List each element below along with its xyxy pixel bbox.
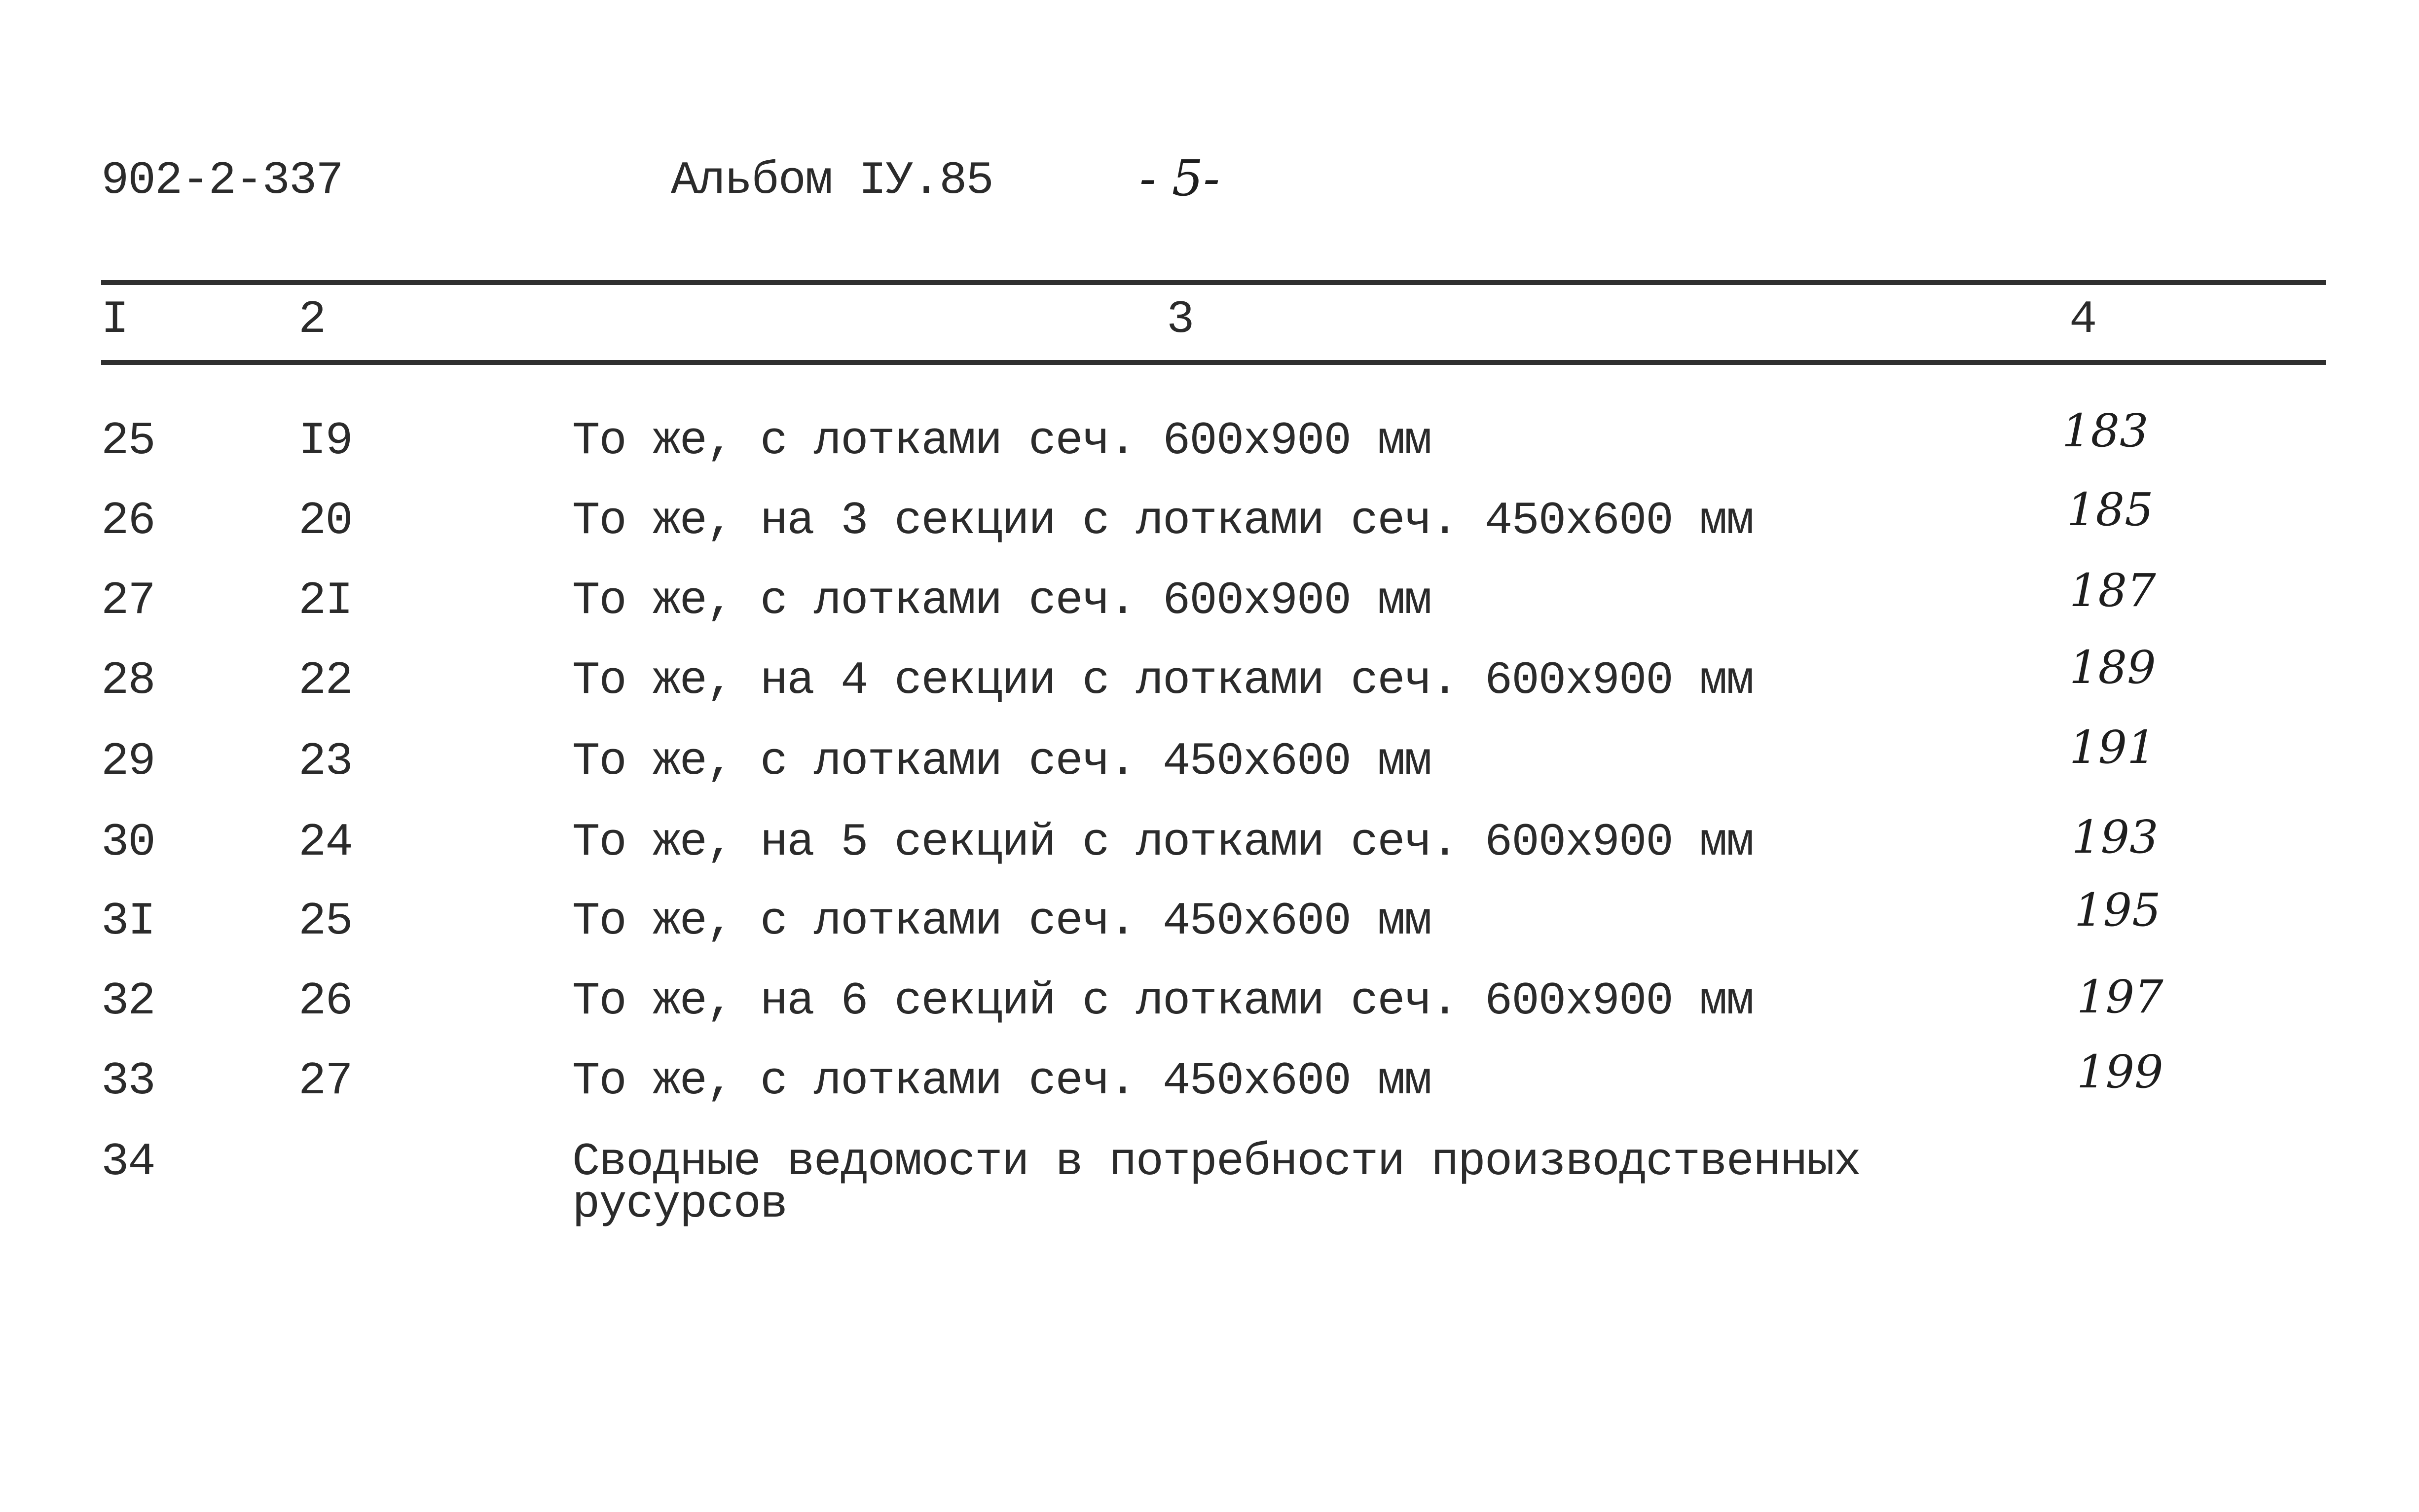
sheet-number: 24 <box>298 817 352 869</box>
col-header-1: I <box>101 294 128 346</box>
row-number: 30 <box>101 817 155 869</box>
doc-code: 902-2-337 <box>101 155 343 207</box>
page-ref-handwritten: 197 <box>2077 971 2163 1023</box>
row-description: То же, с лотками сеч. 450х600 мм <box>572 736 1431 788</box>
row-description: То же, на 4 секции с лотками сеч. 600х900 мм <box>572 655 1754 707</box>
page-ref-handwritten: 185 <box>2067 483 2154 536</box>
page-ref-handwritten: 191 <box>2069 721 2156 774</box>
row-description: То же, с лотками сеч. 450х600 мм <box>572 1055 1431 1108</box>
sheet-number: 26 <box>298 975 352 1028</box>
row-number: 34 <box>101 1136 155 1188</box>
row-description-line-1: Сводные ведомости в потребности производственных <box>572 1136 1861 1188</box>
page-ref-handwritten: 187 <box>2069 564 2156 617</box>
sheet-number: I9 <box>298 415 352 468</box>
page-ref-handwritten: 195 <box>2074 884 2161 936</box>
row-description: То же, с лотками сеч. 600х900 мм <box>572 575 1431 627</box>
row-number: 28 <box>101 655 155 707</box>
row-description: То же, на 6 секций с лотками сеч. 600х900 мм <box>572 975 1754 1028</box>
sheet-number: 22 <box>298 655 352 707</box>
row-description: То же, на 3 секции с лотками сеч. 450х600 мм <box>572 495 1754 547</box>
sheet-number: 2I <box>298 575 352 627</box>
row-description: То же, с лотками сеч. 600х900 мм <box>572 415 1431 468</box>
row-description: То же, на 5 секций с лотками сеч. 600х900 мм <box>572 817 1754 869</box>
row-description-line-2: русурсов <box>572 1179 787 1231</box>
sheet-number: 27 <box>298 1055 352 1108</box>
row-number: 27 <box>101 575 155 627</box>
row-number: 32 <box>101 975 155 1028</box>
table-header-rule <box>101 360 2326 365</box>
sheet-number: 25 <box>298 896 352 948</box>
col-header-4: 4 <box>2069 294 2096 346</box>
sheet-number: 23 <box>298 736 352 788</box>
row-number: 26 <box>101 495 155 547</box>
page-ref-handwritten: 189 <box>2069 641 2156 694</box>
page-ref-handwritten: 199 <box>2077 1045 2163 1098</box>
row-number: 25 <box>101 415 155 468</box>
table-top-rule <box>101 280 2326 285</box>
sheet-number: 20 <box>298 495 352 547</box>
row-number: 33 <box>101 1055 155 1108</box>
row-description: То же, с лотками сеч. 450х600 мм <box>572 896 1431 948</box>
page-number-handwritten: - 5- <box>1139 149 1220 207</box>
page-ref-handwritten: 183 <box>2062 404 2149 457</box>
row-number: 3I <box>101 896 155 948</box>
col-header-3: 3 <box>1167 294 1194 346</box>
album-title: Альбом IУ.85 <box>671 155 993 207</box>
col-header-2: 2 <box>298 294 326 346</box>
row-number: 29 <box>101 736 155 788</box>
page-ref-handwritten: 193 <box>2072 811 2159 864</box>
